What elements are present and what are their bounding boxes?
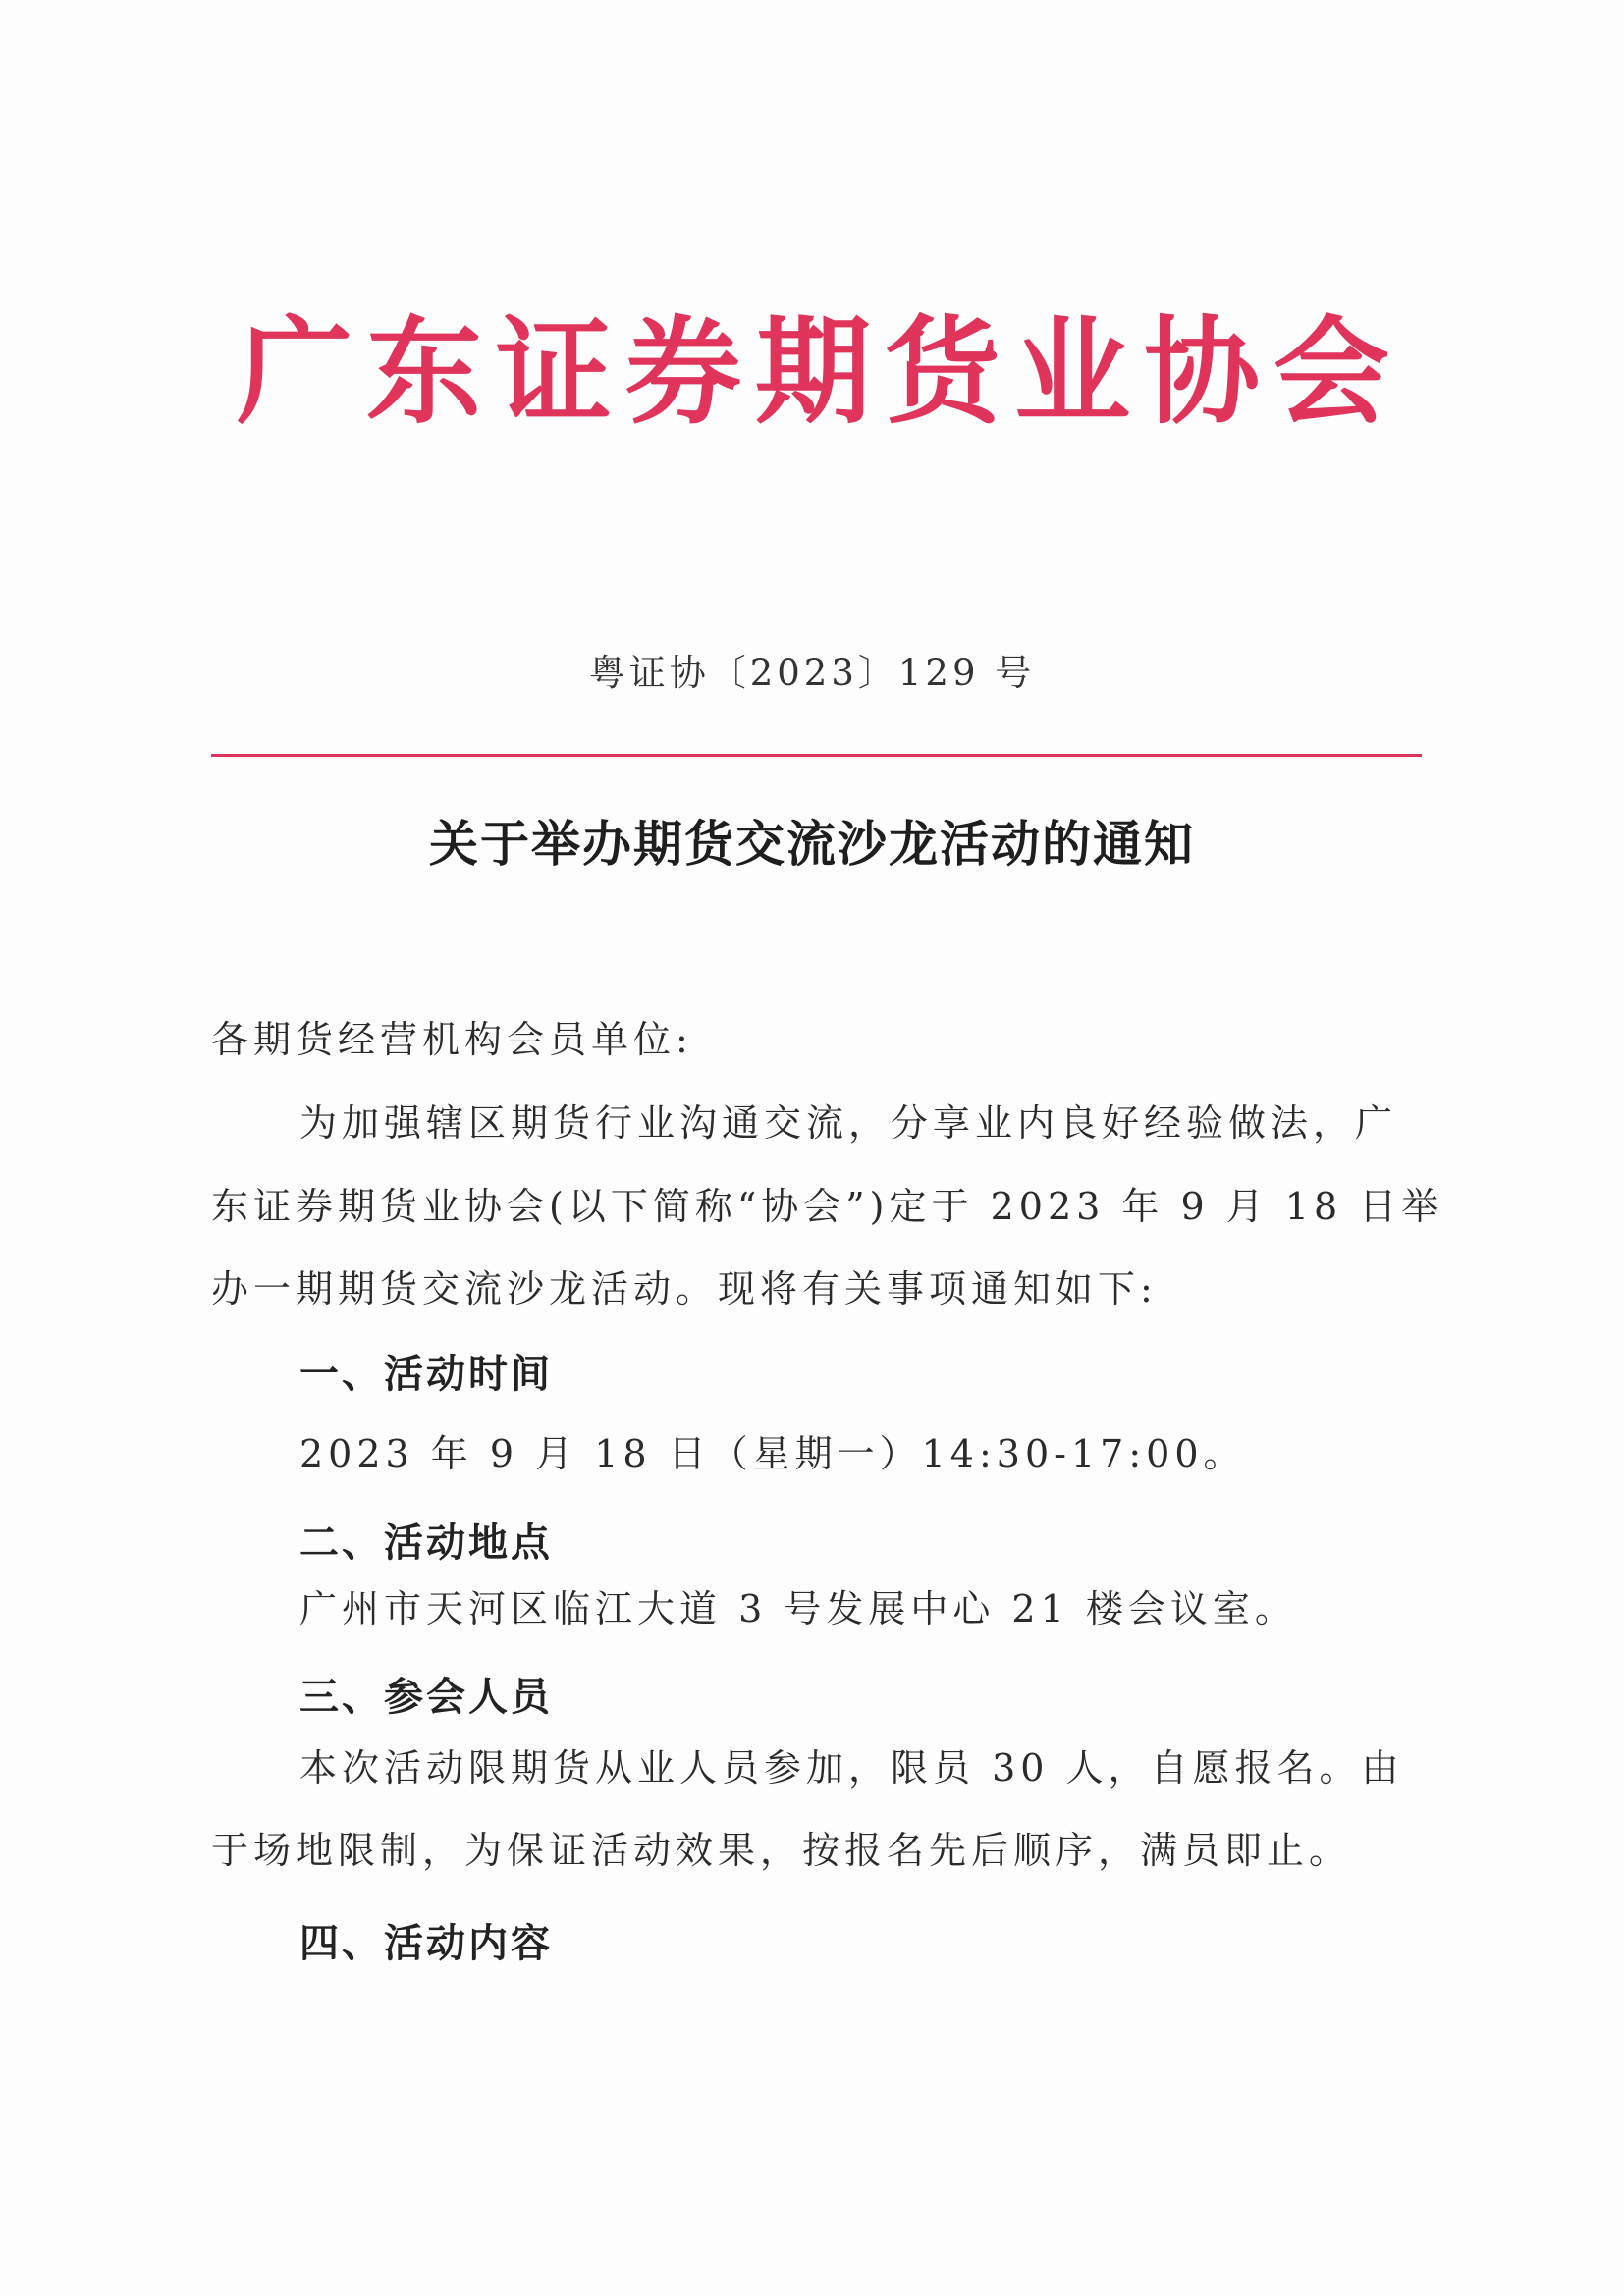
section-attendees-line-1: 本次活动限期货从业人员参加，限员 30 人，自愿报名。由 [299, 1746, 1404, 1789]
intro-line-3: 办一期期货交流沙龙活动。现将有关事项通知如下: [211, 1267, 1158, 1310]
section-heading-location: 二、活动地点 [299, 1521, 553, 1566]
section-attendees-line-2: 于场地限制，为保证活动效果，按报名先后顺序，满员即止。 [211, 1829, 1352, 1872]
section-heading-content: 四、活动内容 [299, 1921, 553, 1966]
section-time-line-1: 2023 年 9 月 18 日（星期一）14:30-17:00。 [299, 1432, 1246, 1475]
intro-line-1: 为加强辖区期货行业沟通交流，分享业内良好经验做法，广 [299, 1101, 1398, 1145]
salutation: 各期货经营机构会员单位: [211, 1018, 693, 1061]
section-heading-time: 一、活动时间 [299, 1352, 553, 1397]
section-location-line-1: 广州市天河区临江大道 3 号发展中心 21 楼会议室。 [299, 1587, 1297, 1630]
red-divider-line [211, 754, 1422, 757]
document-number: 粤证协〔2023〕129 号 [588, 652, 1036, 694]
intro-line-2: 东证券期货业协会(以下简称“协会”)定于 2023 年 9 月 18 日举 [211, 1185, 1444, 1228]
masthead-title: 广东证券期货业协会 [236, 303, 1403, 440]
notice-title: 关于举办期货交流沙龙活动的通知 [429, 815, 1195, 873]
section-heading-attendees: 三、参会人员 [299, 1675, 553, 1720]
